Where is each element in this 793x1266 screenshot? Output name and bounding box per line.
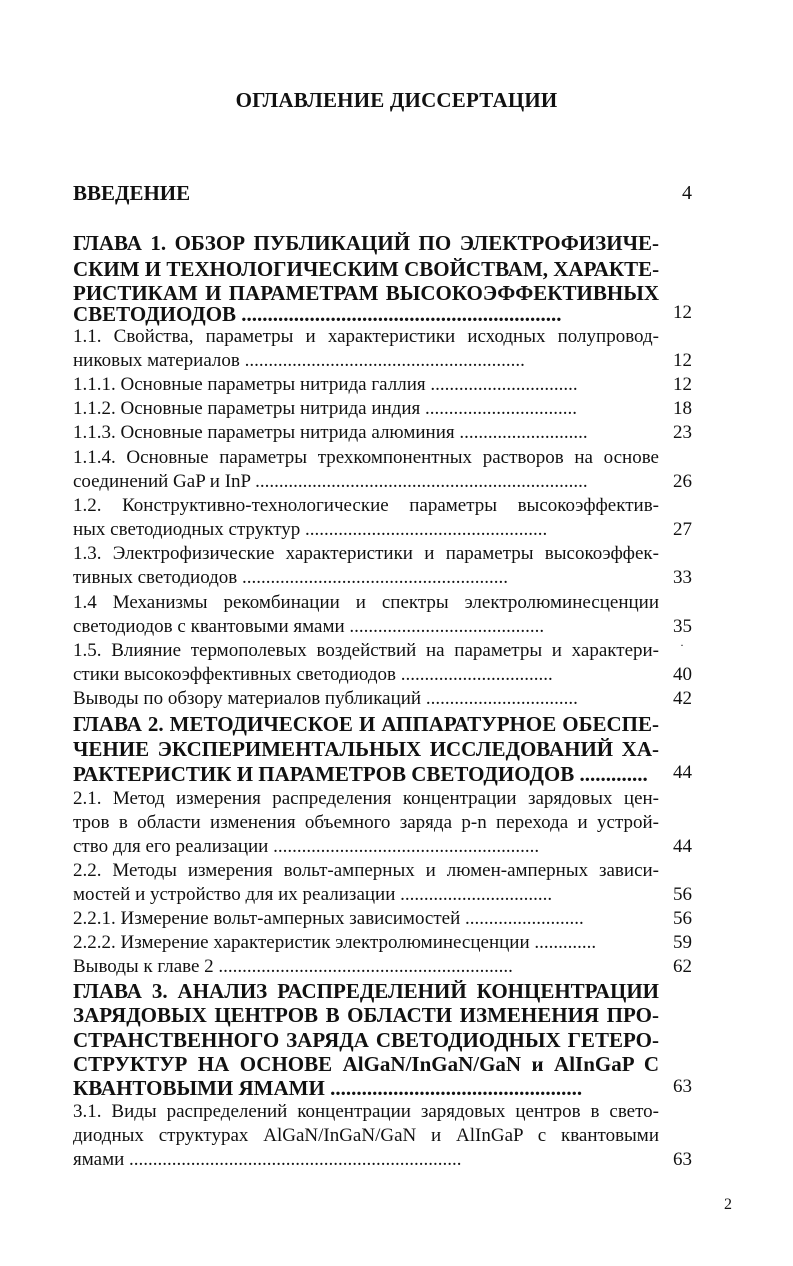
toc-page-number: 26	[673, 471, 692, 492]
toc-line: Выводы по обзору материалов публикаций ................................	[73, 688, 578, 709]
toc-page-number: 56	[673, 908, 692, 929]
toc-line: 1.1. Свойства, параметры и характеристики исходных полупровод-	[73, 326, 659, 347]
toc-line: диодных структурах AlGaN/InGaN/GaN и AlInGaP с квантовыми	[73, 1125, 659, 1146]
toc-page-number: 18	[673, 398, 692, 419]
toc-page-number: 12	[673, 302, 692, 323]
toc-line: 1.3. Электрофизические характеристики и параметры высокоэффек-	[73, 543, 659, 564]
toc-page-number: 27	[673, 519, 692, 540]
toc-page-number: 63	[673, 1149, 692, 1170]
toc-line: 1.2. Конструктивно-технологические параметры высокоэффектив-	[73, 495, 659, 516]
toc-page-number: 44	[673, 836, 692, 857]
toc-page-number: 62	[673, 956, 692, 977]
toc-line: светодиодов с квантовыми ямами .........................................	[73, 616, 545, 637]
toc-line: РАКТЕРИСТИК И ПАРАМЕТРОВ СВЕТОДИОДОВ .............	[73, 762, 648, 786]
toc-line: ство для его реализации ........................................................	[73, 836, 540, 857]
toc-line: стики высокоэффективных светодиодов ................................	[73, 664, 553, 685]
toc-line: мостей и устройство для их реализации ................................	[73, 884, 553, 905]
page-title: ОГЛАВЛЕНИЕ ДИССЕРТАЦИИ	[235, 88, 558, 112]
toc-line: ВВЕДЕНИЕ	[73, 181, 191, 205]
toc-page-number: 42	[673, 688, 692, 709]
toc-line: никовых материалов ...........................................................	[73, 350, 525, 371]
toc-page-number: 12	[673, 374, 692, 395]
toc-line: 1.4 Механизмы рекомбинации и спектры электролюминесценции	[73, 592, 659, 613]
toc-line: КВАНТОВЫМИ ЯМАМИ ................................................	[73, 1076, 583, 1100]
toc-line: тивных светодиодов ........................................................	[73, 567, 509, 588]
toc-line: ямами ......................................................................	[73, 1149, 462, 1170]
toc-page-number: 23	[673, 422, 692, 443]
toc-page-number: 33	[673, 567, 692, 588]
toc-page-number: 56	[673, 884, 692, 905]
toc-page-number: 59	[673, 932, 692, 953]
toc-line: 2.2.1. Измерение вольт-амперных зависимостей .........................	[73, 908, 584, 929]
toc-line: ГЛАВА 1. ОБЗОР ПУБЛИКАЦИЙ ПО ЭЛЕКТРОФИЗИЧЕ-	[73, 231, 659, 255]
toc-line: РИСТИКАМ И ПАРАМЕТРАМ ВЫСОКОЭФФЕКТИВНЫХ	[73, 281, 659, 305]
page-number: 2	[724, 1196, 732, 1213]
toc-page-number: 63	[673, 1076, 692, 1097]
toc-page-number: 40	[673, 664, 692, 685]
toc-line: СКИМ И ТЕХНОЛОГИЧЕСКИМ СВОЙСТВАМ, ХАРАКТЕ-	[73, 257, 659, 281]
toc-line: ГЛАВА 3. АНАЛИЗ РАСПРЕДЕЛЕНИЙ КОНЦЕНТРАЦИИ	[73, 979, 659, 1003]
toc-line: ных светодиодных структур ...................................................	[73, 519, 548, 540]
toc-page-number: 4	[682, 182, 692, 204]
toc-line: СТРАНСТВЕННОГО ЗАРЯДА СВЕТОДИОДНЫХ ГЕТЕРО-	[73, 1028, 659, 1052]
toc-line: 1.1.3. Основные параметры нитрида алюминия ...........................	[73, 422, 588, 443]
toc-line: 1.5. Влияние термополевых воздействий на параметры и характери-	[73, 640, 659, 661]
toc-page-number: 12	[673, 350, 692, 371]
stray-mark: ·	[680, 638, 684, 652]
toc-line: СВЕТОДИОДОВ .............................................................	[73, 302, 562, 326]
toc-line: 2.1. Метод измерения распределения концентрации зарядовых цен-	[73, 788, 659, 809]
toc-line: 1.1.4. Основные параметры трехкомпонентных растворов на основе	[73, 447, 659, 468]
toc-line: ЧЕНИЕ ЭКСПЕРИМЕНТАЛЬНЫХ ИССЛЕДОВАНИЙ ХА-	[73, 737, 659, 761]
toc-page-number: 44	[673, 762, 692, 783]
toc-line: соединений GaP и InP ......................................................................	[73, 471, 588, 492]
toc-line: 2.2.2. Измерение характеристик электролюминесценции .............	[73, 932, 597, 953]
toc-line: 2.2. Методы измерения вольт-амперных и люмен-амперных зависи-	[73, 860, 659, 881]
toc-line: Выводы к главе 2 ..............................................................	[73, 956, 513, 977]
toc-line: СТРУКТУР НА ОСНОВЕ AlGaN/InGaN/GaN и AlInGaP С	[73, 1052, 659, 1076]
toc-line: тров в области изменения объемного заряда p-n перехода и устрой-	[73, 812, 659, 833]
toc-line: ГЛАВА 2. МЕТОДИЧЕСКОЕ И АППАРАТУРНОЕ ОБЕСПЕ-	[73, 712, 659, 736]
toc-line: 3.1. Виды распределений концентрации зарядовых центров в свето-	[73, 1101, 659, 1122]
toc-page-number: 35	[673, 616, 692, 637]
toc-line: 1.1.1. Основные параметры нитрида галлия ...............................	[73, 374, 578, 395]
toc-line: 1.1.2. Основные параметры нитрида индия ................................	[73, 398, 578, 419]
toc-line: ЗАРЯДОВЫХ ЦЕНТРОВ В ОБЛАСТИ ИЗМЕНЕНИЯ ПРО-	[73, 1003, 659, 1027]
